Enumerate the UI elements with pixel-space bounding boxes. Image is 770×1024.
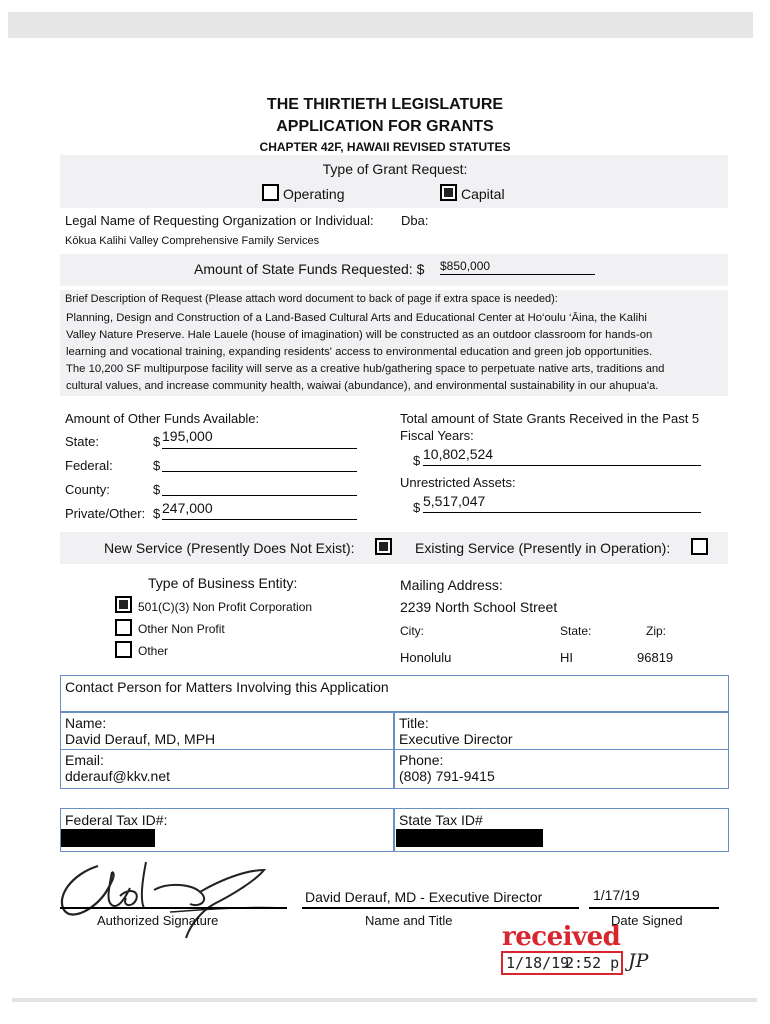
operating-label: Operating (283, 186, 345, 202)
header-legislature: THE THIRTIETH LEGISLATURE (266, 96, 504, 113)
federal-tax-redaction (61, 829, 155, 847)
handwritten-signature (50, 852, 290, 942)
organization-name: Kōkua Kalihi Valley Comprehensive Family Services (65, 235, 320, 247)
other-checkbox[interactable] (115, 641, 132, 659)
contact-phone-label: Phone: (399, 752, 444, 768)
description-line: Planning, Design and Construction of a Land-Based Cultural Arts and Educational Center at Ho‘oulu ‘Āina, the Kalihi (66, 312, 647, 324)
new-service-label: New Service (Presently Does Not Exist): (104, 540, 355, 556)
state-field-label: State: (560, 624, 592, 638)
state-grants-line (423, 446, 701, 466)
federal-label: Federal: (65, 458, 113, 473)
scan-top-bar (8, 12, 753, 38)
stamp-date: 1/18/19 (506, 954, 570, 972)
description-label: Brief Description of Request (Please attach word document to back of page if extra space is needed): (65, 293, 558, 305)
description-text (66, 310, 726, 395)
capital-checkbox[interactable] (440, 184, 457, 202)
federal-line (162, 454, 357, 472)
date-signed-value: 1/17/19 (593, 887, 640, 903)
mailing-label: Mailing Address: (400, 577, 503, 593)
scan-bottom-bar (12, 998, 757, 1002)
funds-requested-line (440, 257, 595, 275)
state-value: 195,000 (162, 428, 213, 444)
legal-name-label: Legal Name of Requesting Organization or Individual: (65, 213, 374, 228)
state-label: State: (65, 434, 99, 449)
unrestricted-dollar: $ (413, 500, 421, 515)
existing-service-label: Existing Service (Presently in Operation): (415, 540, 671, 556)
unrestricted-label: Unrestricted Assets: (400, 475, 516, 490)
dba-label: Dba: (401, 213, 429, 228)
date-line (589, 907, 719, 909)
federal-dollar: $ (153, 458, 161, 473)
other-nonprofit-checkbox[interactable] (115, 619, 132, 637)
state-value-field: HI (560, 650, 573, 665)
description-line: cultural values, and increase community health, waiwai (abundance), and environmental sustainability in our ahupua'a. (66, 380, 659, 392)
private-dollar: $ (153, 506, 161, 521)
description-line: The 10,200 SF multipurpose facility will serve as a creative hub/gathering space to perpetuate native arts, traditions and (66, 363, 665, 375)
nonprofit-501c3-checkbox[interactable] (115, 596, 132, 614)
contact-name-label: Name: (65, 715, 107, 731)
county-label: County: (65, 482, 110, 497)
authorized-signature-label: Authorized Signature (97, 913, 219, 928)
state-line (162, 428, 357, 449)
state-grants-dollar: $ (413, 453, 421, 468)
description-line: learning and vocational training, expanding residents' access to environmental education and green job opportunities. (66, 346, 653, 358)
contact-email-label: Email: (65, 752, 104, 768)
unrestricted-value: 5,517,047 (423, 493, 486, 509)
header-chapter: CHAPTER 42F, HAWAII REVISED STATUTES (259, 140, 511, 154)
contact-email: dderauf@kkv.net (65, 768, 171, 784)
signature-line (60, 907, 287, 909)
zip-label: Zip: (646, 624, 667, 638)
state-grants-label-line1: Total amount of State Grants Received in the Past 5 (400, 411, 700, 426)
date-signed-label: Date Signed (611, 913, 683, 928)
contact-title: Executive Director (399, 731, 513, 747)
state-tax-redaction (396, 829, 543, 847)
city-value: Honolulu (400, 650, 452, 665)
description-line: Valley Nature Preserve. Hale Lauele (house of imagination) will be constructed as an outdoor classroom for hands-on (66, 329, 653, 341)
contact-phone: (808) 791-9415 (399, 768, 495, 784)
business-entity-label: Type of Business Entity: (148, 575, 298, 591)
other-label: Other (138, 644, 169, 658)
private-line (162, 500, 357, 520)
name-title-line (302, 907, 579, 909)
mailing-street: 2239 North School Street (400, 599, 558, 615)
private-label: Private/Other: (65, 506, 146, 521)
received-stamp: received (502, 922, 621, 952)
funds-requested-value: $850,000 (440, 259, 491, 273)
county-line (162, 478, 357, 496)
nonprofit-501c3-label: 501(C)(3) Non Profit Corporation (138, 600, 313, 614)
contact-title-label: Title: (399, 715, 429, 731)
contact-name: David Derauf, MD, MPH (65, 731, 216, 747)
new-service-checkbox[interactable] (375, 538, 392, 556)
city-label: City: (400, 624, 424, 638)
contact-row-divider (60, 749, 728, 750)
other-nonprofit-label: Other Non Profit (138, 622, 225, 636)
signer-name-title: David Derauf, MD - Executive Director (305, 889, 543, 905)
state-grants-label-line2: Fiscal Years: (400, 428, 474, 443)
operating-checkbox[interactable] (262, 184, 279, 202)
federal-tax-label: Federal Tax ID#: (65, 812, 168, 828)
name-title-label: Name and Title (365, 913, 453, 928)
state-dollar: $ (153, 434, 161, 449)
county-dollar: $ (153, 482, 161, 497)
private-value: 247,000 (162, 500, 213, 516)
header-application: APPLICATION FOR GRANTS (276, 118, 494, 135)
zip-value: 96819 (637, 650, 674, 665)
state-tax-label: State Tax ID# (399, 812, 483, 828)
stamp-initials: JP (628, 950, 649, 972)
capital-label: Capital (461, 186, 505, 202)
funds-requested-label: Amount of State Funds Requested: $ (194, 261, 425, 277)
grant-type-label: Type of Grant Request: (322, 161, 468, 177)
other-funds-label: Amount of Other Funds Available: (65, 411, 260, 426)
existing-service-checkbox[interactable] (691, 538, 708, 556)
unrestricted-line (423, 493, 701, 513)
state-grants-value: 10,802,524 (423, 446, 494, 462)
stamp-time: 2:52 p (565, 954, 620, 972)
contact-header: Contact Person for Matters Involving this Application (65, 679, 389, 695)
